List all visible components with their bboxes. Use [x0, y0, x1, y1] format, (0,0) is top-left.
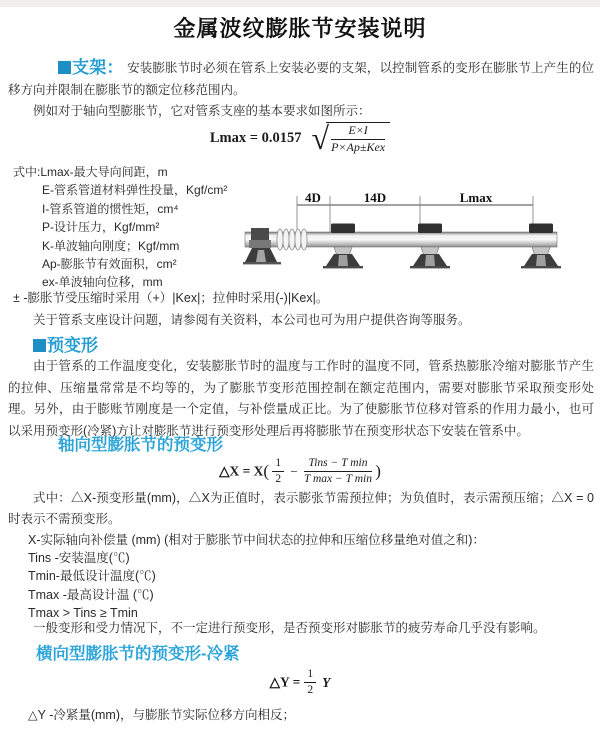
lateral-subsection-heading: 横向型膨胀节的预变形-冷紧: [36, 645, 240, 663]
definition-line: E-管系管道材料弹性投量，Kgf/cm²: [42, 183, 228, 198]
lmax-formula-lhs: Lmax = 0.0157: [209, 129, 302, 146]
sqrt-expression: [311, 119, 391, 156]
blue-square-icon: [58, 61, 71, 74]
predeform-section-heading: 预变形: [33, 331, 98, 356]
support-intro-paragraph: [8, 57, 594, 101]
top-strip: [0, 0, 600, 7]
lmax-formula: [0, 119, 600, 156]
page-title: 金属波纹膨胀节安装说明: [173, 16, 427, 41]
axial-formula-lhs: △X = X: [219, 463, 264, 479]
consult-note: 关于管系支座设计问题，请参阅有关资料，本公司也可为用户提供咨询等服务。: [33, 313, 471, 327]
support-intro-text: 安装膨胀节时必须在管系上安装必要的支架，以控制管系的变形在膨胀节上产生的位移方向并限制在膨胀节的额定位移范围内。: [8, 61, 595, 97]
open-paren: (: [263, 461, 270, 481]
definition-line: K-单波轴向刚度；Kgf/mm: [42, 238, 180, 253]
lateral-note: △Y -冷紧量(mm)，与膨胀节实际位移方向相反；: [28, 708, 296, 722]
axial-variable-list: [28, 531, 485, 622]
pipe-support-diagram: [243, 192, 595, 274]
definition-line: 式中:Lmax-最大导向间距，m: [13, 165, 168, 179]
axial-predeform-formula: [0, 457, 600, 486]
minus-sign: −: [290, 463, 298, 479]
lateral-predeform-formula: [0, 668, 600, 697]
variable-line: Tmax > Tins ≥ Tmin: [28, 605, 138, 620]
formula-fraction: [331, 124, 385, 155]
variable-line: Tmin-最低设计温度(℃): [28, 569, 156, 584]
lateral-formula-lhs: △Y =: [269, 674, 301, 690]
close-paren: ): [375, 461, 381, 481]
axial-formula-explanation: 式中：△X-预变形量(mm)，△X为正值时，表示膨张节需预拉伸；为负值时，表示需预压缩；△X = 0时表示不需预变形。: [8, 491, 594, 526]
definition-line: Ap-膨胀节有效面积，cm²: [42, 257, 177, 272]
axial-closing-note: 一般变形和受力情况下，不一定进行预变形，是否预变形对膨胀节的疲劳寿命几乎没有影响。: [33, 621, 546, 635]
predeform-paragraph: 由于管系的工作温度变化，安装膨胀节时的温度与工作时的温度不同，管系热膨胀冷缩对膨胀节产生的拉伸、压缩量常常是不均等的，为了膨胀节变形范围控制在额定范围内，需要对膨胀节采取预变形处理。另外，由于膨账节刚度是一个定值，与补偿量成正比。为了使膨胀节位移对管系的作用力最小，也可以采用预变形(冷紧)方让对膨胀节进行预变形处理后再将膨胀节在预变形状态下安装在管系中。: [8, 359, 594, 438]
variable-line: Tins -安装温度(℃): [28, 551, 130, 566]
kex-sign-note: ± -膨胀节受压缩时采用（+）|Kex|；拉伸时采用(-)|Kex|。: [13, 291, 329, 305]
fraction-numerator: E×I: [331, 124, 385, 140]
dim-label-14d: 14D: [363, 192, 387, 205]
dim-label-4d: 4D: [305, 192, 321, 205]
definition-line: P-设计压力，Kgf/mm²: [42, 220, 160, 235]
formula-definitions-list: [13, 163, 227, 292]
fraction-denominator: P×Ap±Kex: [331, 139, 386, 154]
temperature-fraction: $\frac{\text{Tins − T min}}{\text{T max − T min}}$: [303, 457, 372, 486]
blue-square-icon: [33, 339, 46, 352]
one-half-fraction: $\frac{1}{2}$: [304, 668, 316, 697]
bellows-coil: [277, 229, 307, 250]
definition-line: I-管系管道的惯性矩，cm⁴: [42, 201, 179, 216]
dim-label-lmax: Lmax: [459, 192, 493, 205]
support-example-line: 例如对于轴向型膨胀节，它对管系支座的基本要求如图所示：: [33, 104, 371, 118]
support-section-heading: 支架：: [58, 58, 124, 77]
lateral-formula-rhs: Y: [322, 674, 331, 690]
variable-line: Tmax -最高设计温 (℃): [28, 587, 154, 602]
definition-line: ex-单波轴向位移，mm: [42, 275, 163, 290]
radical-sign: √: [311, 119, 330, 156]
one-half-fraction: $\frac{1}{2}$: [272, 457, 284, 486]
axial-subsection-heading: 轴向型膨胀节的预变形: [58, 436, 223, 454]
sqrt-body: [326, 122, 390, 155]
variable-line: X-实际轴向补偿量 (mm) (相对于膨胀节中间状态的拉伸和压缩位移量绝对值之和)：: [28, 533, 485, 547]
